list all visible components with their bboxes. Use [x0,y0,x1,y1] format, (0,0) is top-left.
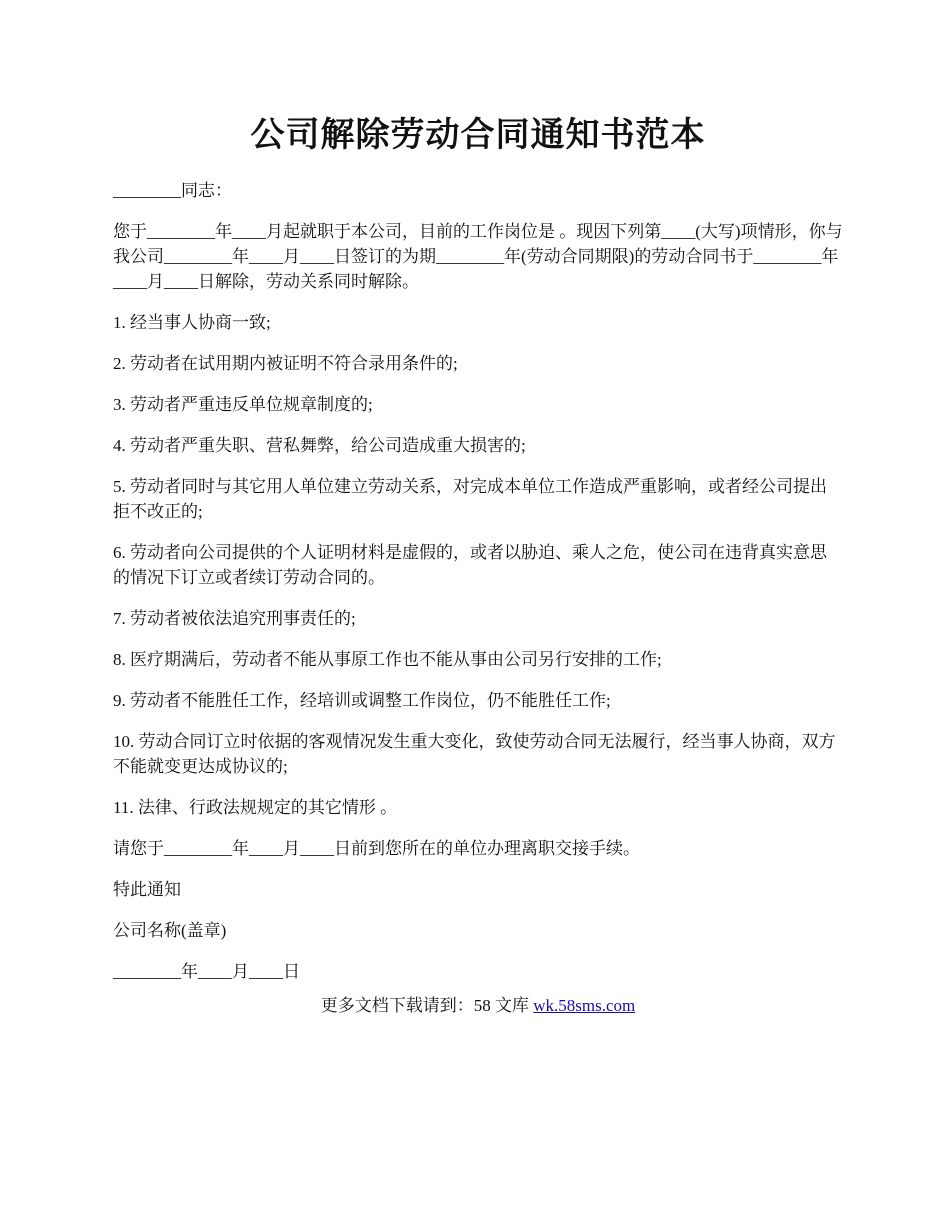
list-item: 7. 劳动者被依法追究刑事责任的; [113,609,356,628]
list-item: 11. 法律、行政法规规定的其它情形 。 [113,798,398,817]
list-item: 10. 劳动合同订立时依据的客观情况发生重大变化，致使劳动合同无法履行，经当事人协商，双方不能就变更达成协议的; [113,732,836,776]
list-item: 9. 劳动者不能胜任工作，经培训或调整工作岗位，仍不能胜任工作; [113,691,611,710]
list-item: 1. 经当事人协商一致; [113,313,271,332]
document-body [113,178,843,1000]
salutation: ________同志： [113,181,232,200]
footer-prefix: 更多文档下载请到：58 文库 [320,996,534,1015]
list-item: 5. 劳动者同时与其它用人单位建立劳动关系，对完成本单位工作造成严重影响，或者经公司提出拒不改正的; [113,477,827,521]
list-item: 8. 医疗期满后，劳动者不能从事原工作也不能从事由公司另行安排的工作; [113,650,662,669]
list-item: 2. 劳动者在试用期内被证明不符合录用条件的; [113,354,458,373]
company-seal-line: 公司名称(盖章) [113,921,227,940]
instruction-paragraph: 请您于________年____月____日前到您所在的单位办理离职交接手续。 [113,839,640,858]
list-item: 3. 劳动者严重违反单位规章制度的; [113,395,373,414]
list-item: 4. 劳动者严重失职、营私舞弊，给公司造成重大损害的; [113,436,526,455]
document-title: 公司解除劳动合同通知书范本 [250,117,706,154]
intro-paragraph: 您于________年____月起就职于本公司，目前的工作岗位是 。现因下列第____(大写)项情形，你与我公司________年____月____日签订的为期________年(劳动合同期限)的劳动合同书于________年____月____日解除，劳动关系同时解除。 [113,222,843,291]
notice-line: 特此通知 [113,880,181,899]
date-line: ________年____月____日 [113,962,300,981]
list-item: 6. 劳动者向公司提供的个人证明材料是虚假的，或者以胁迫、乘人之危，使公司在违背真实意思的情况下订立或者续订劳动合同的。 [113,543,827,587]
footer [113,993,843,1018]
footer-link[interactable]: wk.58sms.com [533,996,636,1015]
